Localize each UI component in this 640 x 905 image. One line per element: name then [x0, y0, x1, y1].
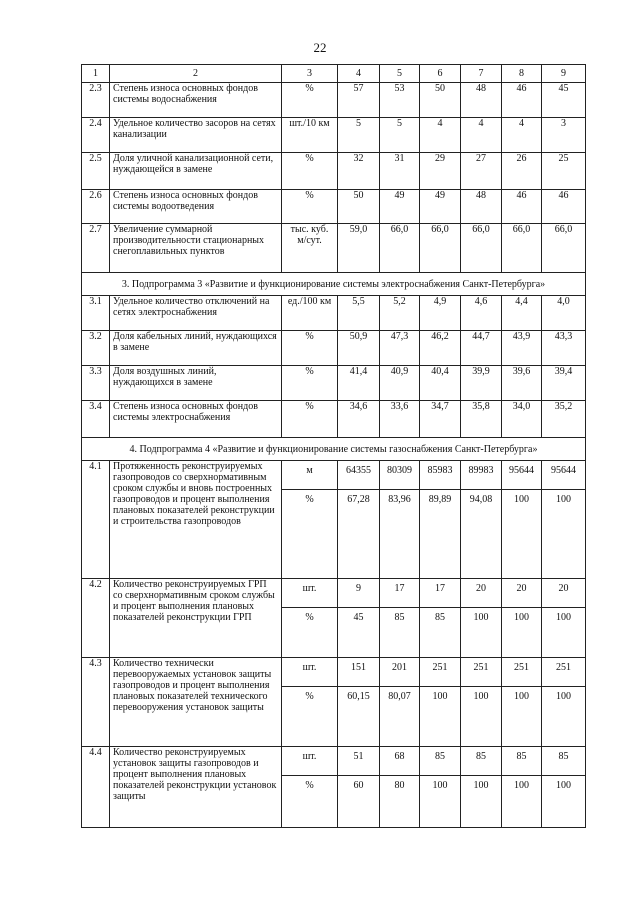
value-percent: 80,07	[388, 691, 411, 702]
value-cell: 50,9	[338, 331, 380, 366]
value-percent: 45	[353, 612, 364, 623]
table-row	[82, 331, 586, 366]
value-cell: 43,9	[502, 331, 542, 366]
value-cell: 44,7	[461, 331, 502, 366]
value-cell: 48	[461, 83, 502, 118]
value-primary: 9	[356, 583, 361, 594]
value-cell	[380, 658, 420, 747]
value-cell	[420, 461, 461, 579]
value-cell: 4	[502, 118, 542, 153]
value-cell: 50	[420, 83, 461, 118]
section-title: 4. Подпрограмма 4 «Развитие и функционирование системы газоснабжения Санкт-Петербурга»	[82, 438, 586, 461]
value-cell: 5,2	[380, 296, 420, 331]
value-primary: 85	[516, 751, 527, 762]
value-primary: 20	[516, 583, 527, 594]
value-cell	[502, 579, 542, 658]
value-cell	[380, 461, 420, 579]
value-cell: 4	[420, 118, 461, 153]
value-cell: 4,9	[420, 296, 461, 331]
table-row	[82, 153, 586, 190]
value-percent: 100	[514, 612, 529, 623]
value-cell: 4,0	[542, 296, 586, 331]
value-cell: 5	[380, 118, 420, 153]
value-percent: 100	[473, 780, 489, 791]
value-cell: 4	[461, 118, 502, 153]
table-row	[82, 190, 586, 224]
unit-primary: м	[306, 465, 313, 476]
value-cell: 35,2	[542, 401, 586, 438]
table-row	[82, 118, 586, 153]
indicator-name: Количество реконструируемых ГРП со сверхнормативным сроком службы и процент выполнения плановых показателей реконструкции ГРП	[110, 579, 282, 658]
value-cell	[502, 747, 542, 828]
unit: %	[282, 153, 338, 190]
table-row	[82, 747, 586, 828]
value-primary: 68	[394, 751, 405, 762]
column-number: 8	[502, 65, 542, 83]
indicator-name: Доля кабельных линий, нуждающихся в замене	[110, 331, 282, 366]
value-cell: 49	[380, 190, 420, 224]
indicators-table	[81, 64, 586, 828]
value-percent: 100	[473, 612, 489, 623]
value-cell: 48	[461, 190, 502, 224]
value-cell	[420, 747, 461, 828]
value-cell: 66,0	[542, 224, 586, 273]
column-number: 6	[420, 65, 461, 83]
row-number: 4.1	[82, 461, 110, 579]
value-percent: 60,15	[347, 691, 370, 702]
unit: ед./100 км	[282, 296, 338, 331]
unit: %	[282, 401, 338, 438]
column-number: 5	[380, 65, 420, 83]
value-cell: 27	[461, 153, 502, 190]
value-cell	[461, 461, 502, 579]
value-cell	[542, 658, 586, 747]
value-cell: 66,0	[461, 224, 502, 273]
value-cell: 46,2	[420, 331, 461, 366]
value-cell: 41,4	[338, 366, 380, 401]
value-cell	[338, 461, 380, 579]
page-number: 22	[313, 40, 327, 55]
row-number: 3.3	[82, 366, 110, 401]
value-percent: 100	[514, 691, 529, 702]
unit: %	[282, 83, 338, 118]
value-primary: 85983	[427, 465, 453, 476]
value-cell: 29	[420, 153, 461, 190]
table-row	[82, 658, 586, 747]
section-title: 3. Подпрограмма 3 «Развитие и функционирование системы электроснабжения Санкт-Петербурга»	[82, 273, 586, 296]
indicator-name: Количество реконструируемых установок защиты газопроводов и процент выполнения плановых показателей реконструкции установок защиты	[110, 747, 282, 828]
row-number: 2.7	[82, 224, 110, 273]
unit-percent: %	[305, 780, 314, 791]
section-row	[82, 438, 586, 461]
value-cell: 50	[338, 190, 380, 224]
value-percent: 94,08	[469, 494, 493, 505]
row-number: 3.2	[82, 331, 110, 366]
value-percent: 85	[394, 612, 405, 623]
table-row	[82, 83, 586, 118]
indicator-name: Доля уличной канализационной сети, нуждающейся в замене	[110, 153, 282, 190]
column-number: 2	[110, 65, 282, 83]
value-cell: 57	[338, 83, 380, 118]
value-percent: 100	[432, 691, 448, 702]
indicator-name: Протяженность реконструируемых газопроводов со сверхнормативным сроком службы и вновь построенных газопроводов и процент выполнения плановых показателей реконструкции и строительства газопроводов	[110, 461, 282, 579]
indicator-name: Степень износа основных фондов системы водоснабжения	[110, 83, 282, 118]
value-primary: 17	[394, 583, 405, 594]
table-row	[82, 579, 586, 658]
value-primary: 80309	[387, 465, 412, 476]
value-cell	[380, 747, 420, 828]
column-number: 9	[542, 65, 586, 83]
value-cell: 34,6	[338, 401, 380, 438]
value-primary: 51	[353, 751, 364, 762]
value-cell: 66,0	[420, 224, 461, 273]
value-cell: 33,6	[380, 401, 420, 438]
value-cell: 31	[380, 153, 420, 190]
value-cell	[380, 579, 420, 658]
row-number: 3.4	[82, 401, 110, 438]
value-percent: 100	[473, 691, 489, 702]
column-number: 7	[461, 65, 502, 83]
value-cell: 5	[338, 118, 380, 153]
value-percent: 100	[556, 780, 571, 791]
value-primary: 251	[514, 662, 529, 673]
value-primary: 85	[476, 751, 486, 762]
value-cell: 26	[502, 153, 542, 190]
value-cell: 39,4	[542, 366, 586, 401]
value-cell: 53	[380, 83, 420, 118]
value-cell	[542, 579, 586, 658]
value-cell: 66,0	[380, 224, 420, 273]
value-cell	[542, 747, 586, 828]
value-cell: 59,0	[338, 224, 380, 273]
unit: %	[282, 331, 338, 366]
table-row	[82, 224, 586, 273]
value-percent: 83,96	[388, 494, 411, 505]
value-cell: 66,0	[502, 224, 542, 273]
value-cell	[461, 747, 502, 828]
value-cell: 3	[542, 118, 586, 153]
value-cell: 4,6	[461, 296, 502, 331]
value-cell: 40,4	[420, 366, 461, 401]
value-cell: 46	[502, 190, 542, 224]
value-cell	[502, 461, 542, 579]
unit-percent: %	[305, 691, 314, 702]
indicator-name: Удельное количество отключений на сетях электроснабжения	[110, 296, 282, 331]
row-number: 2.5	[82, 153, 110, 190]
value-primary: 20	[558, 583, 569, 594]
value-cell: 34,0	[502, 401, 542, 438]
value-cell	[420, 658, 461, 747]
value-percent: 60	[353, 780, 364, 791]
value-percent: 100	[556, 494, 571, 505]
value-primary: 95644	[509, 465, 534, 476]
value-cell: 34,7	[420, 401, 461, 438]
table-row	[82, 296, 586, 331]
value-cell: 32	[338, 153, 380, 190]
value-cell	[338, 579, 380, 658]
row-number: 2.4	[82, 118, 110, 153]
indicator-name: Количество технически перевооружаемых установок защиты газопроводов и процент выполнения плановых показателей технического перевооружения установок защиты	[110, 658, 282, 747]
value-primary: 151	[351, 662, 366, 673]
row-number: 4.3	[82, 658, 110, 747]
value-cell: 46	[502, 83, 542, 118]
column-number: 3	[282, 65, 338, 83]
value-cell: 35,8	[461, 401, 502, 438]
unit-percent: %	[305, 494, 314, 505]
value-cell	[461, 579, 502, 658]
value-cell: 40,9	[380, 366, 420, 401]
value-primary: 64355	[346, 465, 371, 476]
value-cell: 39,9	[461, 366, 502, 401]
value-primary: 17	[435, 583, 445, 594]
value-primary: 251	[432, 662, 448, 673]
value-primary: 201	[392, 662, 407, 673]
value-percent: 85	[435, 612, 445, 623]
value-cell: 47,3	[380, 331, 420, 366]
value-percent: 100	[556, 691, 571, 702]
value-percent: 100	[432, 780, 448, 791]
section-row	[82, 273, 586, 296]
value-primary: 20	[476, 583, 486, 594]
header-row	[82, 65, 586, 83]
value-cell	[542, 461, 586, 579]
unit: %	[282, 366, 338, 401]
unit: %	[282, 190, 338, 224]
value-primary: 85	[435, 751, 445, 762]
value-cell: 25	[542, 153, 586, 190]
unit	[282, 461, 338, 579]
row-number: 2.6	[82, 190, 110, 224]
row-number: 4.2	[82, 579, 110, 658]
value-percent: 100	[514, 494, 529, 505]
unit: тыс. куб. м/сут.	[282, 224, 338, 273]
indicator-name: Удельное количество засоров на сетях канализации	[110, 118, 282, 153]
unit-percent: %	[305, 612, 314, 623]
value-percent: 89,89	[428, 494, 452, 505]
row-number: 4.4	[82, 747, 110, 828]
column-number: 1	[82, 65, 110, 83]
row-number: 2.3	[82, 83, 110, 118]
indicator-name: Степень износа основных фондов системы электроснабжения	[110, 401, 282, 438]
value-primary: 251	[556, 662, 571, 673]
table-row	[82, 366, 586, 401]
indicator-name: Степень износа основных фондов системы водоотведения	[110, 190, 282, 224]
value-percent: 100	[514, 780, 529, 791]
value-cell: 45	[542, 83, 586, 118]
column-number: 4	[338, 65, 380, 83]
value-primary: 89983	[468, 465, 494, 476]
value-cell: 49	[420, 190, 461, 224]
indicator-name: Увеличение суммарной производительности стационарных снегоплавильных пунктов	[110, 224, 282, 273]
value-primary: 95644	[551, 465, 576, 476]
unit-primary: шт.	[302, 751, 317, 762]
table-row	[82, 461, 586, 579]
unit	[282, 579, 338, 658]
value-percent: 80	[394, 780, 405, 791]
value-cell	[338, 658, 380, 747]
unit: шт./10 км	[282, 118, 338, 153]
value-percent: 100	[556, 612, 571, 623]
value-cell: 39,6	[502, 366, 542, 401]
value-cell	[461, 658, 502, 747]
indicator-name: Доля воздушных линий, нуждающихся в замене	[110, 366, 282, 401]
value-cell: 46	[542, 190, 586, 224]
value-percent: 67,28	[347, 494, 370, 505]
unit-primary: шт.	[302, 662, 317, 673]
value-primary: 85	[558, 751, 569, 762]
value-cell: 43,3	[542, 331, 586, 366]
unit	[282, 747, 338, 828]
value-cell	[420, 579, 461, 658]
value-cell: 5,5	[338, 296, 380, 331]
row-number: 3.1	[82, 296, 110, 331]
value-cell	[338, 747, 380, 828]
value-primary: 251	[473, 662, 489, 673]
value-cell	[502, 658, 542, 747]
unit-primary: шт.	[302, 583, 317, 594]
value-cell: 4,4	[502, 296, 542, 331]
table-row	[82, 401, 586, 438]
unit	[282, 658, 338, 747]
